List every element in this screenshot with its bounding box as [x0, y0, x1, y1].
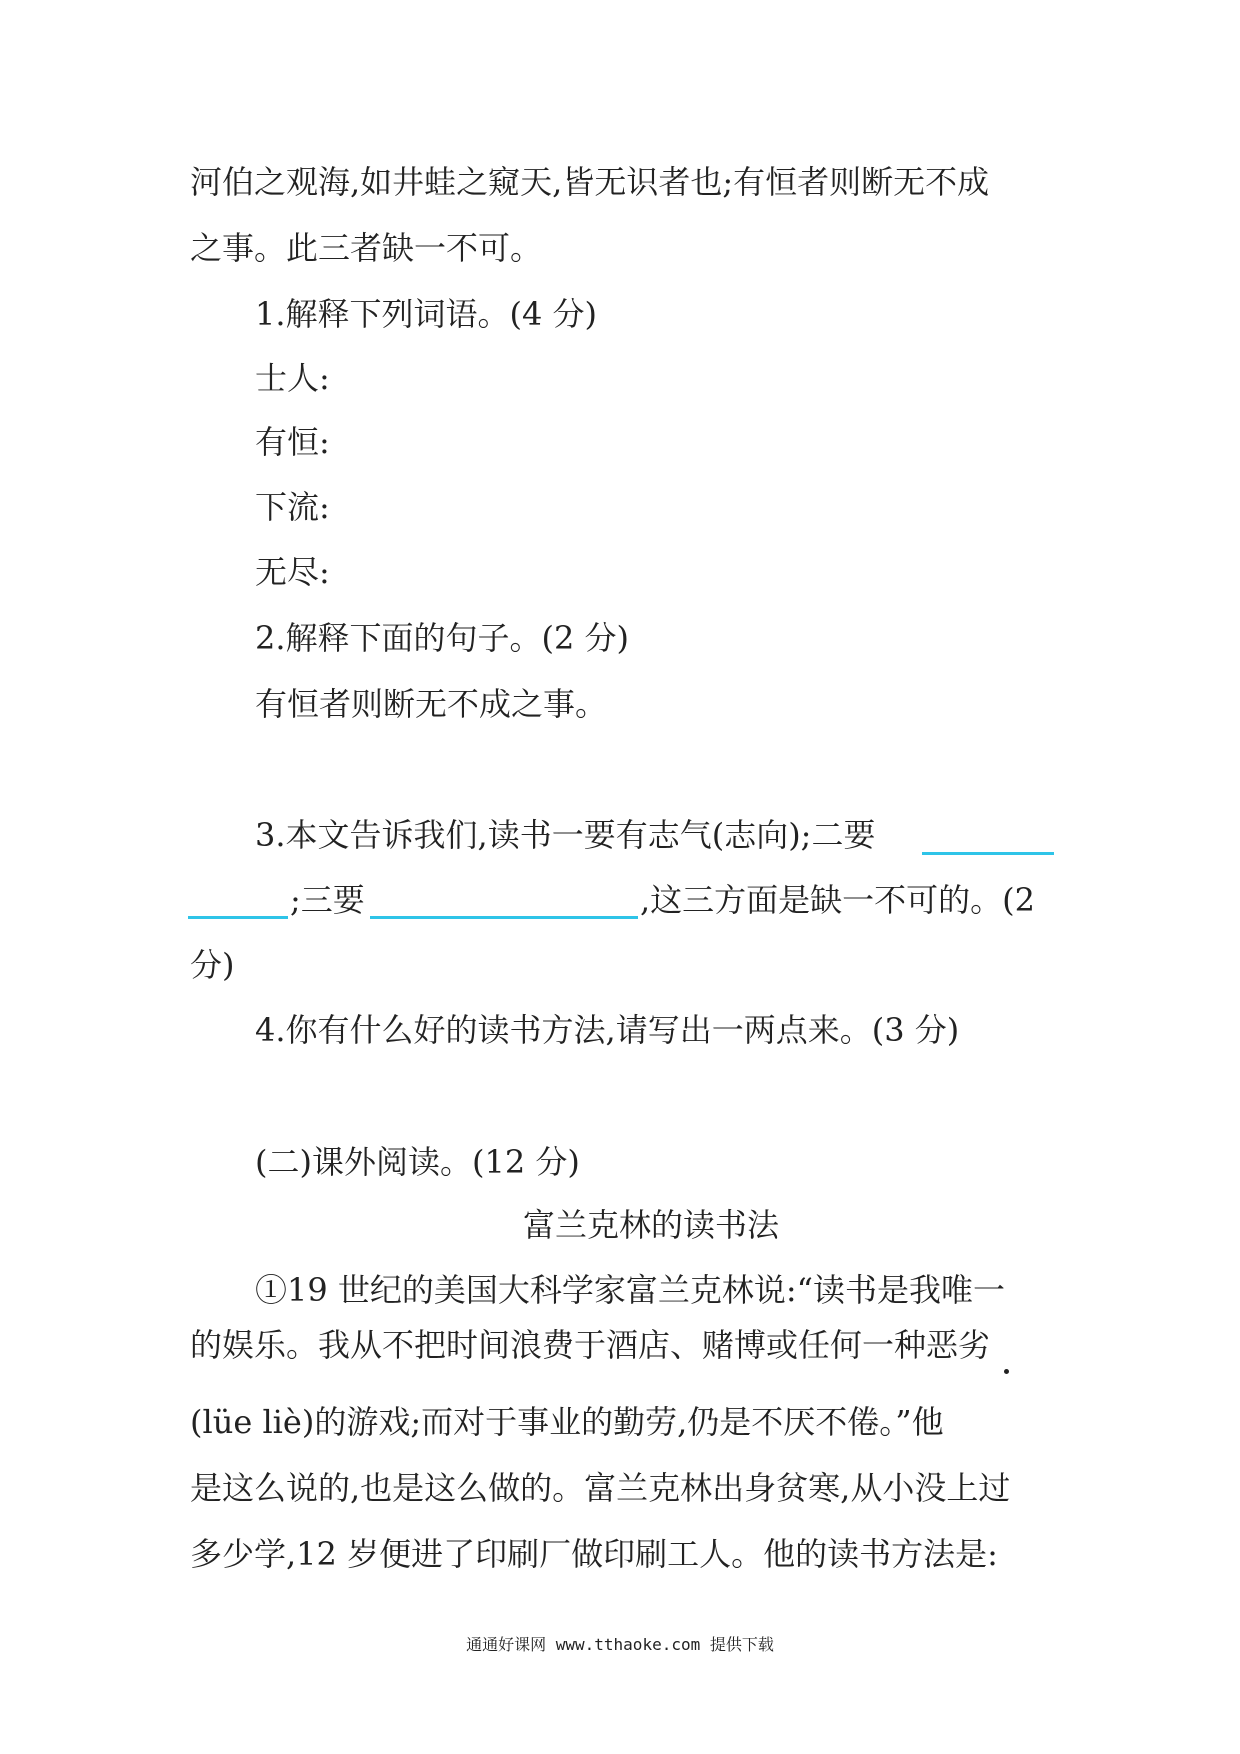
article-line: 是这么说的,也是这么做的。富兰克林出身贫寒,从小没上过	[190, 1469, 1011, 1507]
article-line: 多少学,12 岁便进了印刷厂做印刷工人。他的读书方法是:	[190, 1535, 998, 1573]
article-line: 的娱乐。我从不把时间浪费于酒店、赌博或任何一种恶劣	[190, 1326, 991, 1364]
question-3-line1: 3.本文告诉我们,读书一要有志气(志向);二要	[255, 816, 876, 854]
answer-blank[interactable]	[370, 916, 638, 919]
term-label: 士人:	[255, 359, 330, 397]
question-3-line2: ;三要	[290, 881, 365, 919]
section-heading: (二)课外阅读。(12 分)	[255, 1143, 580, 1181]
question-3-line2-end: ,这三方面是缺一不可的。(2	[640, 881, 1036, 919]
question-2-sentence: 有恒者则断无不成之事。	[255, 685, 608, 723]
article-line: (lüe liè)的游戏;而对于事业的勤劳,仍是不厌不倦。”他	[190, 1403, 944, 1441]
question-4-prompt: 4.你有什么好的读书方法,请写出一两点来。(3 分)	[255, 1011, 960, 1049]
term-label: 有恒:	[255, 423, 330, 461]
passage-line: 河伯之观海,如井蛙之窥天,皆无识者也;有恒者则断无不成	[190, 163, 990, 201]
passage-line: 之事。此三者缺一不可。	[190, 229, 543, 267]
question-3-line3: 分)	[190, 946, 235, 984]
term-label: 无尽:	[255, 553, 330, 591]
emphasis-dot	[1004, 1369, 1009, 1374]
term-label: 下流:	[255, 488, 330, 526]
question-1-prompt: 1.解释下列词语。(4 分)	[255, 295, 598, 333]
footer-text: 通通好课网 www.tthaoke.com 提供下载	[466, 1635, 774, 1654]
article-line: ①19 世纪的美国大科学家富兰克林说:“读书是我唯一	[255, 1271, 1006, 1309]
question-2-prompt: 2.解释下面的句子。(2 分)	[255, 619, 630, 657]
answer-blank[interactable]	[188, 916, 288, 919]
answer-blank[interactable]	[922, 852, 1054, 855]
article-title: 富兰克林的读书法	[523, 1206, 780, 1244]
